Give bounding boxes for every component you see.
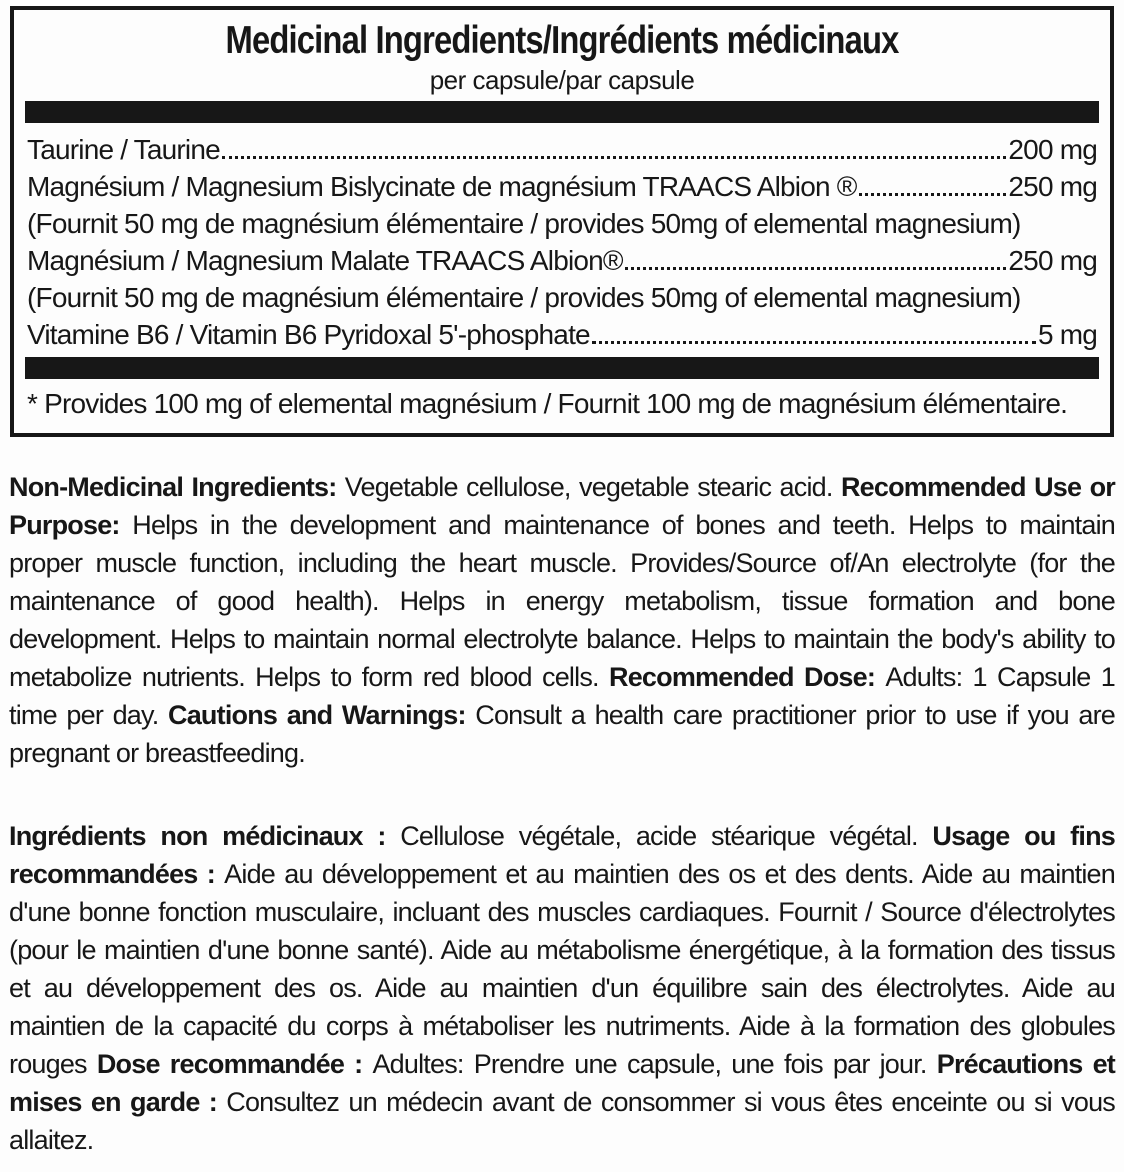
- paragraph-segment: Adults: 1 Capsule 1 time per day.: [9, 662, 1115, 731]
- non-medicinal-paragraph-english: [9, 468, 1115, 772]
- paragraph-segment: Helps in the development and maintenance of bones and teeth. Helps to maintain proper muscle function, including the heart muscle. Provides/Source of/An electrolyte (for the maintenance of good health). Helps in energy metabolism, tissue formation and bone development. Helps to maintain normal electrolyte balance. Helps to maintain the body's ability to metabolize nutrients. Helps to form red blood cells.: [9, 510, 1115, 693]
- paragraph-segment: Adultes: Prendre une capsule, une fois par jour.: [372, 1049, 937, 1080]
- ingredient-amount: 5 mg: [1037, 319, 1097, 351]
- panel-subtitle: per capsule/par capsule: [429, 64, 695, 95]
- paragraph-segment: Vegetable cellulose, vegetable stearic acid.: [344, 472, 841, 503]
- top-rule-bar: [25, 101, 1099, 123]
- paragraph-segment: Usage ou fins recommandées :: [9, 821, 1115, 890]
- ingredient-name: Magnésium / Magnesium Bislycinate de magnésium TRAACS Albion ®: [27, 171, 857, 203]
- ingredient-amount: 250 mg: [1008, 171, 1097, 203]
- ingredient-note: (Fournit 50 mg de magnésium élémentaire / provides 50mg of elemental magnesium): [27, 208, 1021, 240]
- paragraph-segment: Recommended Use or Purpose:: [9, 472, 1115, 541]
- ingredient-name: Magnésium / Magnesium Malate TRAACS Albion®: [27, 245, 623, 277]
- bottom-rule-bar: [25, 357, 1099, 379]
- ingredient-amount: 200 mg: [1008, 134, 1097, 166]
- paragraph-segment: Consult a health care practitioner prior to use if you are pregnant or breastfeeding.: [9, 700, 1116, 769]
- supplement-label: [0, 6, 1124, 1172]
- dotted-leader: [592, 341, 1036, 344]
- paragraph-segment: Précautions et mises en garde :: [9, 1049, 1115, 1118]
- ingredient-name: Vitamine B6 / Vitamin B6 Pyridoxal 5'-phosphate: [27, 319, 590, 351]
- ingredient-amount: 250 mg: [1008, 245, 1097, 277]
- panel-title: Medicinal Ingredients/Ingrédients médicinaux: [225, 19, 899, 62]
- ingredient-name: Taurine / Taurine: [27, 134, 220, 166]
- ingredient-row-magnesium-malate: [27, 242, 1097, 279]
- paragraph-segment: Cautions and Warnings:: [168, 700, 476, 731]
- paragraph-segment: Consultez un médecin avant de consommer si vous êtes enceinte ou si vous allaitez.: [9, 1087, 1115, 1156]
- medicinal-ingredients-panel: [10, 6, 1114, 437]
- paragraph-segment: Cellulose végétale, acide stéarique végétal.: [400, 821, 933, 852]
- paragraph-segment: Ingrédients non médicinaux :: [9, 821, 401, 852]
- panel-footnote: * Provides 100 mg of elemental magnésium / Fournit 100 mg de magnésium élémentaire.: [27, 388, 1068, 420]
- ingredient-row-magnesium-bisglycinate: [27, 168, 1097, 205]
- ingredient-note: (Fournit 50 mg de magnésium élémentaire / provides 50mg of elemental magnesium): [27, 282, 1021, 314]
- dotted-leader: [625, 267, 1007, 270]
- ingredient-row-taurine: [27, 131, 1097, 168]
- non-medicinal-paragraph-french: [9, 817, 1115, 1159]
- paragraph-segment: Dose recommandée :: [96, 1049, 373, 1080]
- dotted-leader: [859, 193, 1007, 196]
- dotted-leader: [222, 156, 1007, 159]
- ingredient-row-vitamin-b6: [27, 316, 1097, 353]
- paragraph-segment: Non-Medicinal Ingredients:: [9, 472, 345, 503]
- ingredient-rows: [25, 123, 1099, 357]
- paragraph-segment: Aide au développement et au maintien des os et des dents. Aide au maintien d'une bonne fonction musculaire, incluant des muscles cardiaques. Fournit / Source d'électrolytes (pour le maintien d'une bonne santé). Aide au métabolisme énergétique, à la formation des tissus et au développement des os. Aide au maintien d'un équilibre sain des électrolytes. Aide au maintien de la capacité du corps à métaboliser les nutriments. Aide à la formation des globules rouges: [9, 859, 1115, 1080]
- paragraph-segment: Recommended Dose:: [609, 662, 886, 693]
